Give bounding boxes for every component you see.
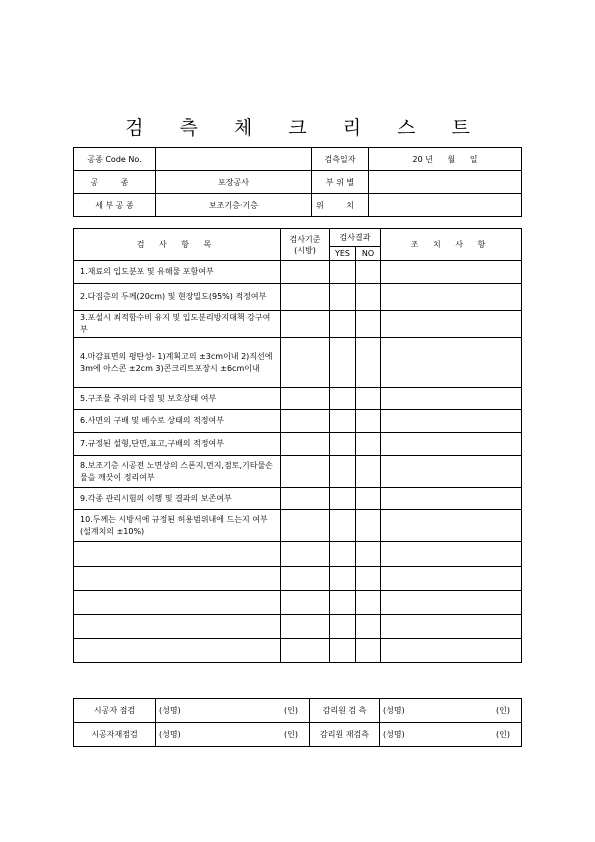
yes-cell[interactable]: [330, 542, 356, 567]
standard-cell[interactable]: [281, 542, 330, 567]
no-cell[interactable]: [356, 338, 381, 388]
yes-cell[interactable]: [330, 615, 356, 639]
location-field[interactable]: [369, 194, 522, 217]
standard-cell[interactable]: [281, 284, 330, 311]
action-cell[interactable]: [381, 410, 522, 433]
action-cell[interactable]: [381, 615, 522, 639]
checklist-item-text: 3.포설시 최적함수비 유지 및 입도분리방지대책 강구여부: [74, 311, 281, 338]
col-standard-header: 검사기준 (시방): [281, 229, 330, 261]
checklist-row: [74, 510, 522, 542]
yes-cell[interactable]: [330, 639, 356, 663]
action-cell[interactable]: [381, 567, 522, 591]
supervisor-recheck-seal: (인): [496, 730, 510, 739]
col-action-header: 조 치 사 항: [381, 229, 522, 261]
yes-cell[interactable]: [330, 488, 356, 510]
checklist-rows: [74, 261, 522, 663]
standard-cell[interactable]: [281, 338, 330, 388]
yes-cell[interactable]: [330, 433, 356, 456]
no-cell[interactable]: [356, 591, 381, 615]
checklist-item-text: 4.마감표면의 평탄성- 1)계획고의 ±3cm이내 2)직선에 3m에 아스콘 ±2cm 3)콘크리트포장시 ±6cm이내: [74, 338, 281, 388]
checklist-item-text: 7.규정된 설형,단면,표고,구배의 적정여부: [74, 433, 281, 456]
no-cell[interactable]: [356, 510, 381, 542]
contractor-recheck-sign-field[interactable]: [156, 723, 310, 747]
no-cell[interactable]: [356, 284, 381, 311]
checklist-item-text: 5.구조물 주위의 다짐 및 보호상태 여부: [74, 388, 281, 410]
contractor-recheck-label: 시공자재점검: [74, 723, 156, 747]
action-cell[interactable]: [381, 388, 522, 410]
action-cell[interactable]: [381, 542, 522, 567]
no-cell[interactable]: [356, 433, 381, 456]
checklist-item-text: 2.다짐층의 두께(20cm) 및 현장밀도(95%) 적정여부: [74, 284, 281, 311]
supervisor-name-hint: (성명): [383, 706, 405, 715]
standard-cell[interactable]: [281, 311, 330, 338]
yes-cell[interactable]: [330, 510, 356, 542]
standard-cell[interactable]: [281, 433, 330, 456]
checklist-item-text: [74, 591, 281, 615]
action-cell[interactable]: [381, 261, 522, 284]
yes-cell[interactable]: [330, 261, 356, 284]
supervisor-recheck-sign-field[interactable]: [380, 723, 522, 747]
action-cell[interactable]: [381, 433, 522, 456]
no-cell[interactable]: [356, 542, 381, 567]
col-item-header: 검 사 항 목: [74, 229, 281, 261]
detail-value[interactable]: 보조기층·기층: [156, 194, 312, 217]
contractor-seal: (인): [284, 706, 298, 715]
detail-label: 세 부 공 종: [74, 194, 156, 217]
signature-table: [73, 698, 522, 747]
standard-cell[interactable]: [281, 488, 330, 510]
location-label: 위 치: [312, 194, 369, 217]
code-field[interactable]: [156, 148, 312, 171]
yes-cell[interactable]: [330, 284, 356, 311]
contractor-label: 시공자 점검: [74, 699, 156, 723]
no-cell[interactable]: [356, 639, 381, 663]
no-cell[interactable]: [356, 311, 381, 338]
checklist-row: [74, 433, 522, 456]
supervisor-seal: (인): [496, 706, 510, 715]
checklist-item-text: [74, 567, 281, 591]
checklist-row: [74, 388, 522, 410]
yes-cell[interactable]: [330, 410, 356, 433]
standard-cell[interactable]: [281, 388, 330, 410]
standard-cell[interactable]: [281, 410, 330, 433]
supervisor-recheck-name-hint: (성명): [383, 730, 405, 739]
checklist-row: [74, 567, 522, 591]
checklist-item-text: 8.보조기층 시공전 노면상의 스폰지,먼지,점토,기타물손물을 깨끗이 정리여부: [74, 456, 281, 488]
checklist-row: [74, 542, 522, 567]
no-cell[interactable]: [356, 615, 381, 639]
checklist-row: [74, 615, 522, 639]
code-label: 공종 Code No.: [74, 148, 156, 171]
supervisor-sign-field[interactable]: [380, 699, 522, 723]
checklist-item-text: 1.재료의 입도분포 및 유해물 포함여부: [74, 261, 281, 284]
standard-cell[interactable]: [281, 261, 330, 284]
checklist-item-text: [74, 615, 281, 639]
date-field[interactable]: [369, 148, 522, 171]
no-cell[interactable]: [356, 410, 381, 433]
checklist-row: [74, 261, 522, 284]
contractor-sign-field[interactable]: [156, 699, 310, 723]
standard-cell[interactable]: [281, 456, 330, 488]
yes-cell[interactable]: [330, 311, 356, 338]
part-field[interactable]: [369, 171, 522, 194]
col-yes-header: YES: [330, 247, 356, 261]
checklist-table: [73, 228, 522, 663]
date-label: 검측일자: [312, 148, 369, 171]
action-cell[interactable]: [381, 639, 522, 663]
date-year: 20 년: [412, 154, 433, 164]
action-cell[interactable]: [381, 338, 522, 388]
checklist-item-text: 10.두께는 시방서에 규정된 허용범위내에 드는지 여부(설계치의 ±10%): [74, 510, 281, 542]
work-label: 공 종: [74, 171, 156, 194]
checklist-row: [74, 284, 522, 311]
no-cell[interactable]: [356, 567, 381, 591]
checklist-item-text: 9.각종 관리시험의 이행 및 결과의 보존여부: [74, 488, 281, 510]
supervisor-label: 감리원 검 측: [310, 699, 380, 723]
date-month: 월: [447, 154, 456, 164]
standard-cell[interactable]: [281, 567, 330, 591]
page-title: 검 측 체 크 리 스 트: [125, 117, 485, 139]
standard-cell[interactable]: [281, 591, 330, 615]
header-table: [73, 147, 522, 217]
action-cell[interactable]: [381, 591, 522, 615]
action-cell[interactable]: [381, 284, 522, 311]
contractor-recheck-name-hint: (성명): [159, 730, 181, 739]
action-cell[interactable]: [381, 488, 522, 510]
checklist-item-text: [74, 542, 281, 567]
checklist-row: [74, 639, 522, 663]
date-day: 일: [469, 154, 478, 164]
checklist-row: [74, 456, 522, 488]
yes-cell[interactable]: [330, 567, 356, 591]
col-no-header: NO: [356, 247, 381, 261]
standard-cell[interactable]: [281, 639, 330, 663]
no-cell[interactable]: [356, 261, 381, 284]
supervisor-recheck-label: 감리원 재검측: [310, 723, 380, 747]
checklist-row: [74, 338, 522, 388]
no-cell[interactable]: [356, 456, 381, 488]
yes-cell[interactable]: [330, 456, 356, 488]
yes-cell[interactable]: [330, 591, 356, 615]
contractor-recheck-seal: (인): [284, 730, 298, 739]
col-result-header: 검사결과: [330, 229, 381, 247]
work-value[interactable]: 포장공사: [156, 171, 312, 194]
action-cell[interactable]: [381, 510, 522, 542]
checklist-row: [74, 591, 522, 615]
part-label: 부 위 별: [312, 171, 369, 194]
yes-cell[interactable]: [330, 338, 356, 388]
checklist-item-text: [74, 639, 281, 663]
checklist-row: [74, 488, 522, 510]
standard-cell[interactable]: [281, 615, 330, 639]
action-cell[interactable]: [381, 456, 522, 488]
checklist-row: [74, 311, 522, 338]
no-cell[interactable]: [356, 388, 381, 410]
contractor-name-hint: (성명): [159, 706, 181, 715]
no-cell[interactable]: [356, 488, 381, 510]
checklist-row: [74, 410, 522, 433]
standard-cell[interactable]: [281, 510, 330, 542]
checklist-item-text: 6.사면의 구배 및 배수로 상태의 적정여부: [74, 410, 281, 433]
yes-cell[interactable]: [330, 388, 356, 410]
action-cell[interactable]: [381, 311, 522, 338]
